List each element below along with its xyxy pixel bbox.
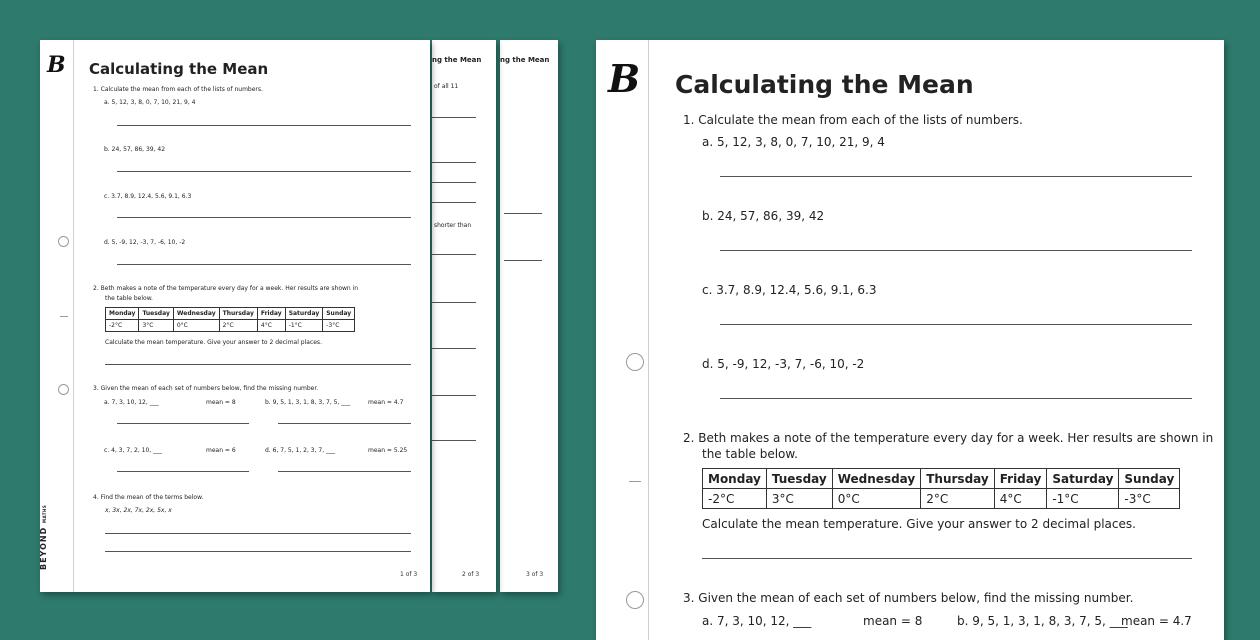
answer-line bbox=[105, 533, 411, 534]
question-3a-mean: mean = 8 bbox=[863, 614, 923, 628]
worksheet-page-3 bbox=[500, 40, 558, 592]
table-header: Wednesday bbox=[832, 469, 921, 489]
margin-line bbox=[73, 40, 74, 592]
table-row bbox=[703, 489, 1180, 509]
table-cell: 2°C bbox=[921, 489, 994, 509]
table-header: Sunday bbox=[323, 308, 355, 320]
question-1a: a. 5, 12, 3, 8, 0, 7, 10, 21, 9, 4 bbox=[104, 99, 196, 106]
answer-line bbox=[117, 217, 411, 218]
table-cell: 3°C bbox=[139, 320, 173, 332]
answer-line bbox=[278, 423, 411, 424]
answer-line bbox=[432, 395, 476, 396]
answer-line bbox=[720, 324, 1192, 325]
page-2-number: 2 of 3 bbox=[462, 571, 480, 578]
answer-line bbox=[720, 398, 1192, 399]
table-cell: 2°C bbox=[219, 320, 257, 332]
question-3b-list: b. 9, 5, 1, 3, 1, 8, 3, 7, 5, ___ bbox=[957, 614, 1128, 628]
answer-line bbox=[105, 364, 411, 365]
answer-line bbox=[432, 348, 476, 349]
answer-line bbox=[432, 440, 476, 441]
table-header: Saturday bbox=[1047, 469, 1119, 489]
question-1c: c. 3.7, 8.9, 12.4, 5.6, 9.1, 6.3 bbox=[104, 193, 192, 200]
question-1-prompt: 1. Calculate the mean from each of the lists of numbers. bbox=[93, 86, 263, 93]
answer-line bbox=[432, 162, 476, 163]
page-3-number: 3 of 3 bbox=[526, 571, 544, 578]
table-cell: -1°C bbox=[285, 320, 323, 332]
page-3-title-fragment: ng the Mean bbox=[500, 56, 550, 64]
temperature-table bbox=[105, 307, 355, 332]
question-4-terms: x, 3x, 2x, 7x, 2x, 5x, x bbox=[105, 507, 172, 514]
table-cell: -3°C bbox=[1119, 489, 1180, 509]
answer-line bbox=[117, 125, 411, 126]
table-header-row bbox=[106, 308, 355, 320]
table-header-row bbox=[703, 469, 1180, 489]
table-cell: 4°C bbox=[257, 320, 285, 332]
table-cell: -1°C bbox=[1047, 489, 1119, 509]
answer-line bbox=[432, 182, 476, 183]
question-2-prompt: 2. Beth makes a note of the temperature every day for a week. Her results are shown in bbox=[93, 285, 359, 292]
table-header: Friday bbox=[994, 469, 1047, 489]
margin-mark bbox=[629, 481, 641, 482]
question-3c-mean: mean = 6 bbox=[206, 447, 236, 454]
table-cell: 4°C bbox=[994, 489, 1047, 509]
question-2-instruction: Calculate the mean temperature. Give your answer to 2 decimal places. bbox=[105, 339, 322, 346]
question-2-prompt: 2. Beth makes a note of the temperature every day for a week. Her results are shown in bbox=[683, 431, 1214, 445]
temperature-table bbox=[702, 468, 1180, 509]
brand-name: BEYOND bbox=[39, 526, 48, 570]
question-2-instruction: Calculate the mean temperature. Give your answer to 2 decimal places. bbox=[702, 517, 1136, 531]
table-header: Friday bbox=[257, 308, 285, 320]
question-3a-list: a. 7, 3, 10, 12, ___ bbox=[104, 399, 159, 406]
table-header: Tuesday bbox=[139, 308, 173, 320]
table-header: Tuesday bbox=[766, 469, 832, 489]
page-2-text-fragment: shorter than bbox=[434, 222, 472, 229]
question-3-prompt: 3. Given the mean of each set of numbers below, find the missing number. bbox=[683, 591, 1134, 605]
answer-line bbox=[117, 471, 249, 472]
table-cell: 3°C bbox=[766, 489, 832, 509]
answer-line bbox=[432, 302, 476, 303]
worksheet-page-2 bbox=[432, 40, 496, 592]
answer-line bbox=[278, 471, 411, 472]
question-3-prompt: 3. Given the mean of each set of numbers below, find the missing number. bbox=[93, 385, 319, 392]
logo-icon: B bbox=[47, 52, 66, 78]
table-header: Monday bbox=[703, 469, 767, 489]
punch-hole bbox=[626, 591, 644, 609]
margin-mark bbox=[60, 316, 68, 317]
worksheet-page-1 bbox=[40, 40, 430, 592]
question-3a-list: a. 7, 3, 10, 12, ___ bbox=[702, 614, 812, 628]
question-3b-mean: mean = 4.7 bbox=[368, 399, 404, 406]
table-header: Thursday bbox=[921, 469, 994, 489]
question-3b-list: b. 9, 5, 1, 3, 1, 8, 3, 7, 5, ___ bbox=[265, 399, 351, 406]
question-1d: d. 5, -9, 12, -3, 7, -6, 10, -2 bbox=[104, 239, 186, 246]
answer-line bbox=[720, 176, 1192, 177]
question-4-prompt: 4. Find the mean of the terms below. bbox=[93, 494, 204, 501]
table-header: Thursday bbox=[219, 308, 257, 320]
question-2-prompt-cont: the table below. bbox=[702, 447, 798, 461]
question-1b: b. 24, 57, 86, 39, 42 bbox=[104, 146, 166, 153]
question-3d-mean: mean = 5.25 bbox=[368, 447, 408, 454]
question-1a: a. 5, 12, 3, 8, 0, 7, 10, 21, 9, 4 bbox=[702, 135, 885, 149]
page-2-title-fragment: ng the Mean bbox=[432, 56, 482, 64]
table-header: Saturday bbox=[285, 308, 323, 320]
question-3d-list: d. 6, 7, 5, 1, 2, 3, 7, ___ bbox=[265, 447, 336, 454]
answer-line bbox=[117, 171, 411, 172]
table-header: Monday bbox=[106, 308, 139, 320]
table-cell: -3°C bbox=[323, 320, 355, 332]
brand-logo bbox=[39, 480, 48, 570]
question-3c-list: c. 4, 3, 7, 2, 10, ___ bbox=[104, 447, 163, 454]
answer-line bbox=[702, 558, 1192, 559]
question-2-prompt-cont: the table below. bbox=[105, 295, 153, 302]
table-cell: 0°C bbox=[173, 320, 219, 332]
table-cell: -2°C bbox=[703, 489, 767, 509]
punch-hole bbox=[626, 353, 644, 371]
worksheet-zoomed bbox=[596, 40, 1224, 640]
page-1-number: 1 of 3 bbox=[400, 571, 418, 578]
punch-hole bbox=[58, 236, 69, 247]
answer-line bbox=[432, 117, 476, 118]
answer-line bbox=[504, 260, 542, 261]
margin-line bbox=[648, 40, 649, 640]
question-1c: c. 3.7, 8.9, 12.4, 5.6, 9.1, 6.3 bbox=[702, 283, 877, 297]
punch-hole bbox=[58, 384, 69, 395]
page-title: Calculating the Mean bbox=[89, 60, 269, 78]
table-cell: -2°C bbox=[106, 320, 139, 332]
table-cell: 0°C bbox=[832, 489, 921, 509]
answer-line bbox=[117, 423, 249, 424]
question-3b-mean: mean = 4.7 bbox=[1121, 614, 1192, 628]
table-header: Wednesday bbox=[173, 308, 219, 320]
question-1b: b. 24, 57, 86, 39, 42 bbox=[702, 209, 825, 223]
question-3a-mean: mean = 8 bbox=[206, 399, 236, 406]
question-1d: d. 5, -9, 12, -3, 7, -6, 10, -2 bbox=[702, 357, 865, 371]
page-title: Calculating the Mean bbox=[675, 70, 974, 99]
answer-line bbox=[720, 250, 1192, 251]
answer-line bbox=[432, 202, 476, 203]
table-header: Sunday bbox=[1119, 469, 1180, 489]
answer-line bbox=[117, 264, 411, 265]
answer-line bbox=[432, 254, 476, 255]
question-1-prompt: 1. Calculate the mean from each of the lists of numbers. bbox=[683, 113, 1023, 127]
table-row bbox=[106, 320, 355, 332]
brand-subtitle: MATHS bbox=[42, 504, 47, 523]
answer-line bbox=[504, 213, 542, 214]
answer-line bbox=[105, 551, 411, 552]
page-2-text-fragment: of all 11 bbox=[434, 83, 459, 90]
logo-icon: B bbox=[608, 56, 641, 101]
